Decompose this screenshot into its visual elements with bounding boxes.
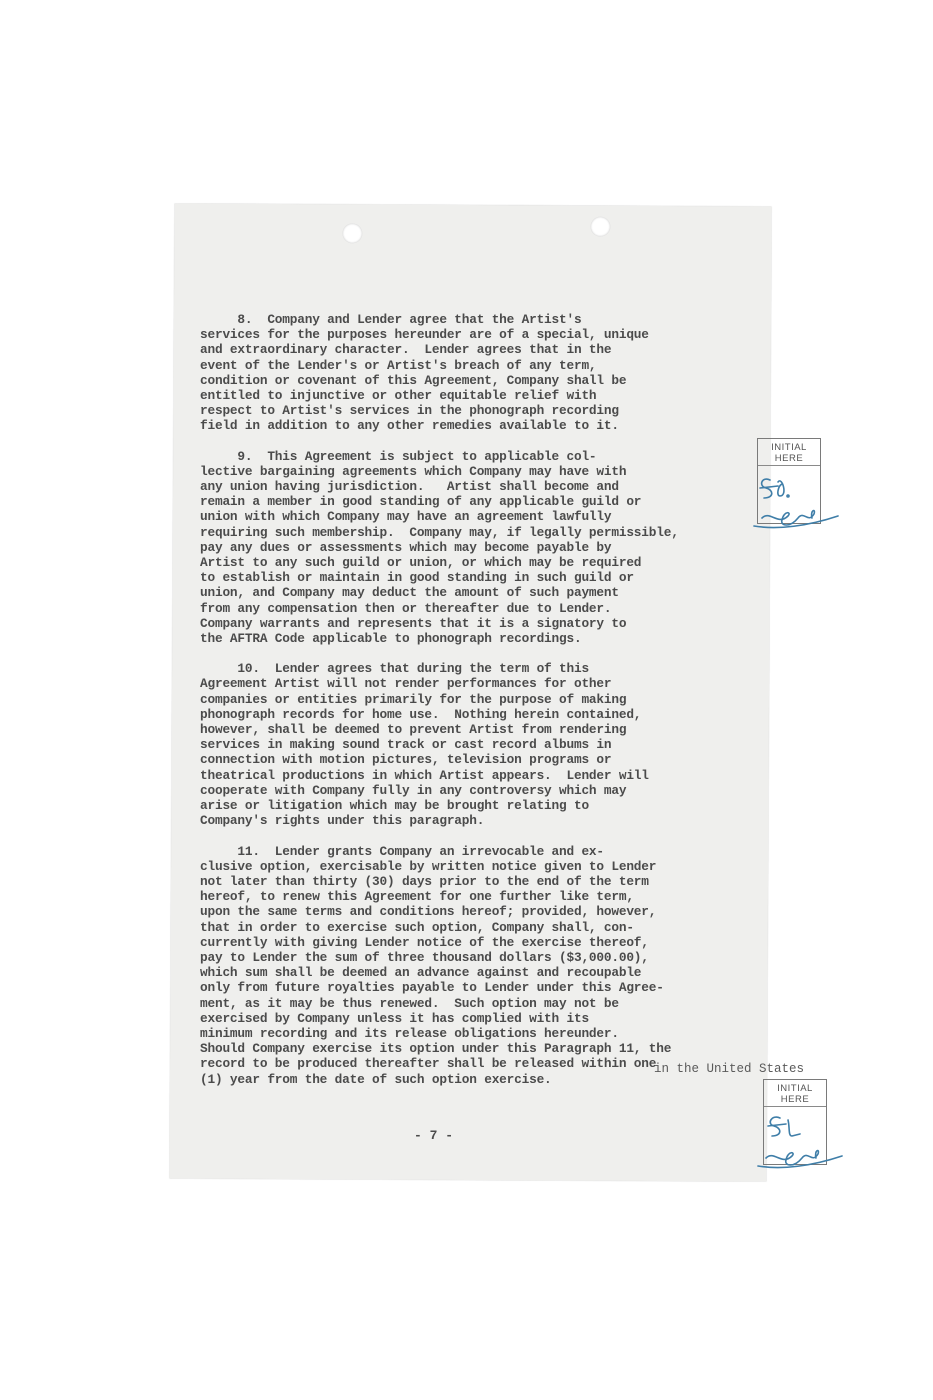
text-line: event of the Lender's or Artist's breach of any term, xyxy=(200,357,597,373)
paragraph xyxy=(200,661,760,828)
text-line: pay any dues or assessments which may become payable by xyxy=(200,539,612,555)
text-line: not later than thirty (30) days prior to the end of the term xyxy=(200,873,649,889)
paragraph xyxy=(200,449,760,647)
text-line: record to be produced thereafter shall be released within one xyxy=(200,1056,657,1072)
text-line: respect to Artist's services in the phonograph recording xyxy=(200,403,619,419)
text-line: Should Company exercise its option under this Paragraph 11, the xyxy=(200,1041,672,1057)
text-line: clusive option, exercisable by written notice given to Lender xyxy=(200,858,657,874)
text-line: Artist to any such guild or union, or which may be required xyxy=(200,555,642,571)
stamp-divider xyxy=(764,1106,826,1107)
paragraph xyxy=(200,312,760,434)
text-line: and extraordinary character. Lender agrees that in the xyxy=(200,342,612,358)
text-line: remain a member in good standing of any applicable guild or xyxy=(200,494,642,510)
text-line: services in making sound track or cast record albums in xyxy=(200,737,612,753)
text-line: pay to Lender the sum of three thousand dollars ($3,000.00), xyxy=(200,949,649,965)
text-line: theatrical productions in which Artist appears. Lender will xyxy=(200,767,649,783)
text-line: currently with giving Lender notice of the exercise thereof, xyxy=(200,934,649,950)
margin-insertion: in the United States xyxy=(654,1062,805,1076)
stamp-label-line1: INITIAL xyxy=(777,1083,813,1094)
punch-hole-right xyxy=(590,217,610,237)
text-line: 8. Company and Lender agree that the Artist's xyxy=(200,312,582,327)
text-line: 9. This Agreement is subject to applicable col- xyxy=(200,448,597,464)
text-line: condition or covenant of this Agreement, Company shall be xyxy=(200,372,627,388)
text-line: arise or litigation which may be brought relating to xyxy=(200,798,589,814)
stamp-label-line1: INITIAL xyxy=(771,442,807,453)
text-line: that in order to exercise such option, Company shall, con- xyxy=(200,919,634,935)
typed-body xyxy=(200,312,760,1102)
text-line: only from future royalties payable to Lender under this Agree- xyxy=(200,980,664,996)
stamp-label-line2: HERE xyxy=(774,453,804,464)
text-line: union with which Company may have an agreement lawfully xyxy=(200,509,612,525)
text-line: the AFTRA Code applicable to phonograph recordings. xyxy=(200,631,582,647)
punch-hole-left xyxy=(342,223,362,243)
text-line: from any compensation then or thereafter due to Lender. xyxy=(200,600,612,616)
stamp-label-line2: HERE xyxy=(780,1094,810,1105)
text-line: connection with motion pictures, television programs or xyxy=(200,752,612,768)
text-line: any union having jurisdiction. Artist shall become and xyxy=(200,479,619,495)
text-line: to establish or maintain in good standing in such guild or xyxy=(200,570,634,586)
text-line: entitled to injunctive or other equitable relief with xyxy=(200,388,597,404)
text-line: 10. Lender agrees that during the term of this xyxy=(200,661,589,677)
text-line: 11. Lender grants Company an irrevocable and ex- xyxy=(200,843,604,859)
text-line: field in addition to any other remedies available to it. xyxy=(200,418,619,434)
text-line: services for the purposes hereunder are of a special, unique xyxy=(200,327,649,343)
text-line: phonograph records for home use. Nothing herein contained, xyxy=(200,706,642,722)
paragraph xyxy=(200,844,760,1087)
text-line: hereof, to renew this Agreement for one further like term, xyxy=(200,889,634,905)
text-line: cooperate with Company fully in any controversy which may xyxy=(200,782,627,798)
page-number: - 7 - xyxy=(414,1128,454,1143)
text-line: ment, as it may be thus renewed. Such option may not be xyxy=(200,995,619,1011)
text-line: exercised by Company unless it has complied with its xyxy=(200,1010,589,1026)
text-line: Company's rights under this paragraph. xyxy=(200,813,485,829)
text-line: minimum recording and its release obligations hereunder. xyxy=(200,1025,619,1041)
text-line: Agreement Artist will not render performances for other xyxy=(200,676,612,692)
text-line: however, shall be deemed to prevent Artist from rendering xyxy=(200,722,627,738)
text-line: (1) year from the date of such option exercise. xyxy=(200,1071,552,1087)
text-line: lective bargaining agreements which Company may have with xyxy=(200,463,627,479)
text-line: requiring such membership. Company may, if legally permissible, xyxy=(200,524,679,540)
text-line: union, and Company may deduct the amount of such payment xyxy=(200,585,619,601)
handwritten-initials-bottom xyxy=(754,1108,854,1188)
handwritten-initials-top xyxy=(748,466,848,546)
text-line: upon the same terms and conditions hereof; provided, however, xyxy=(200,904,657,920)
text-line: which sum shall be deemed an advance against and recoupable xyxy=(200,965,642,981)
text-line: Company warrants and represents that it is a signatory to xyxy=(200,615,627,631)
text-line: companies or entities primarily for the purpose of making xyxy=(200,691,627,707)
